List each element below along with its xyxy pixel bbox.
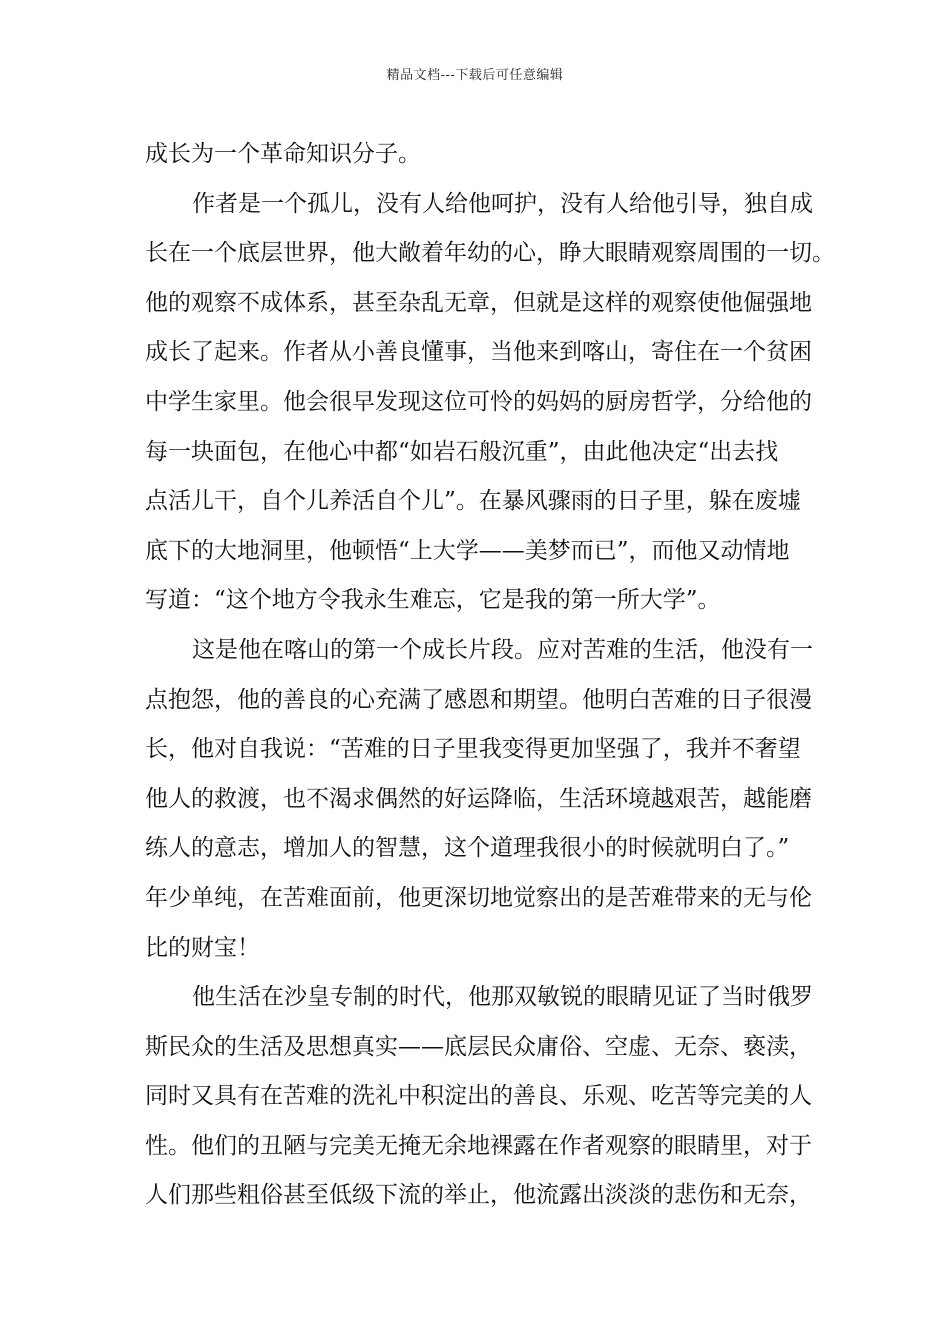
page-header: 精品文档---下载后可任意编辑 — [386, 68, 564, 83]
text-line: 每一块面包，在他心中都“如岩石般沉重”，由此他决定“出去找 — [145, 438, 779, 465]
text-line: 中学生家里。他会很早发现这位可怜的妈妈的厨房哲学，分给他的 — [145, 388, 812, 415]
text-line: 练人的意志，增加人的智慧，这个道理我很小的时候就明白了。” — [145, 835, 790, 862]
paragraph-first-line: 作者是一个孤儿，没有人给他呵护，没有人给他引导，独自成 — [192, 190, 813, 217]
text-line: 年少单纯，在苦难面前，他更深切地觉察出的是苦难带来的无与伦 — [145, 884, 812, 911]
text-line: 成长为一个革命知识分子。 — [145, 141, 421, 167]
text-line: 他的观察不成体系，甚至杂乱无章，但就是这样的观察使他倔强地 — [145, 289, 812, 316]
text-line: 比的财宝！ — [145, 934, 260, 961]
text-line: 同时又具有在苦难的洗礼中积淀出的善良、乐观、吃苦等完美的人 — [145, 1083, 812, 1110]
text-line: 长在一个底层世界，他大敞着年幼的心，睁大眼睛观察周围的一切。 — [145, 240, 835, 267]
text-line: 点活儿干，自个儿养活自个儿”。在暴风骤雨的日子里，躲在废墟 — [145, 488, 801, 515]
text-line: 他人的救渡，也不渴求偶然的好运降临，生活环境越艰苦，越能磨 — [145, 785, 812, 812]
text-line: 点抱怨，他的善良的心充满了感恩和期望。他明白苦难的日子很漫 — [145, 686, 812, 713]
article-body — [145, 130, 835, 1221]
text-line: 性。他们的丑陋与完美无掩无余地裸露在作者观察的眼睛里，对于 — [145, 1132, 812, 1159]
text-line: 写道：“这个地方令我永生难忘，它是我的第一所大学”。 — [145, 587, 721, 614]
text-line: 人们那些粗俗甚至低级下流的举止，他流露出淡淡的悲伤和无奈， — [145, 1182, 812, 1209]
text-line: 底下的大地洞里，他顿悟“上大学——美梦而已”，而他又动情地 — [145, 537, 790, 564]
text-line: 长，他对自我说：“苦难的日子里我变得更加坚强了，我并不奢望 — [145, 736, 801, 763]
text-line: 成长了起来。作者从小善良懂事，当他来到喀山，寄住在一个贫困 — [145, 339, 812, 366]
paragraph-first-line: 他生活在沙皇专制的时代，他那双敏锐的眼睛见证了当时俄罗 — [192, 984, 813, 1011]
text-line: 斯民众的生活及思想真实——底层民众庸俗、空虚、无奈、亵渎， — [145, 1033, 812, 1060]
paragraph-first-line: 这是他在喀山的第一个成长片段。应对苦难的生活，他没有一 — [192, 636, 813, 663]
